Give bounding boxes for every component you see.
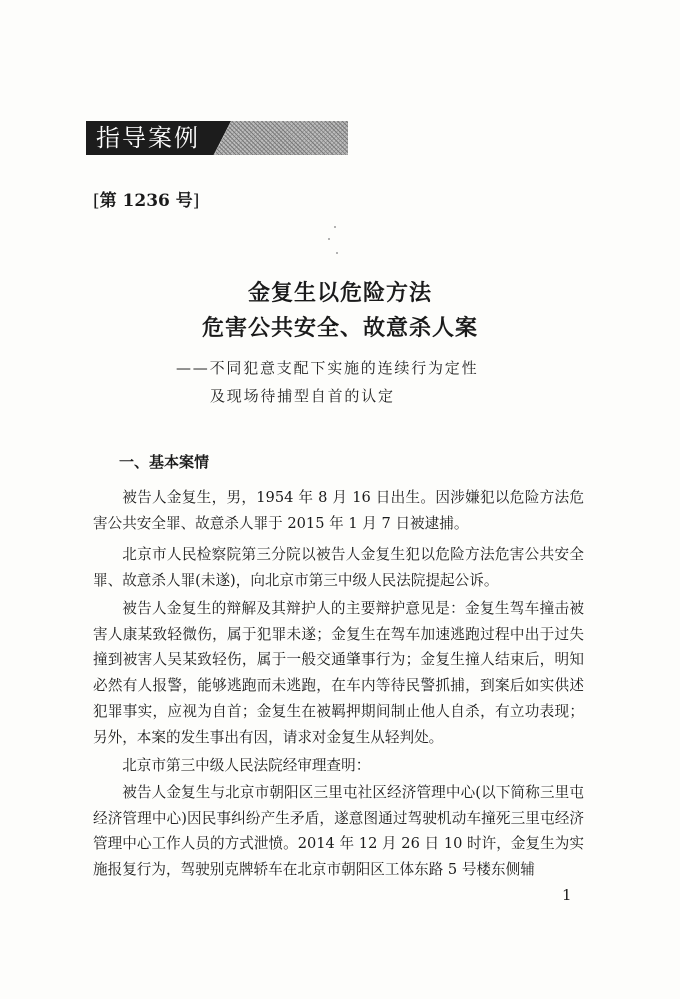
- case-number-label: 第 1236 号: [99, 191, 193, 211]
- page-title-line-1: 金复生以危险方法: [247, 280, 432, 306]
- body-paragraph-2: 北京市人民检察院第三分院以被告人金复生犯以危险方法危害公共安全罪、故意杀人罪(未遂)，向北京市第三中级人民法院提起公诉。: [93, 546, 584, 589]
- scan-speck: [334, 226, 336, 228]
- section-banner: [86, 121, 348, 155]
- banner-label: 指导案例: [96, 124, 200, 152]
- body-paragraph-5: 被告人金复生与北京市朝阳区三里屯社区经济管理中心(以下简称三里屯经济管理中心)因民事纠纷产生矛盾，遂意图通过驾驶机动车撞死三里屯经济管理中心工作人员的方式泄愤。2014 年 12 月 26 日 10 时许，金复生为实施报复行为，驾驶别克牌轿车在北京市朝阳区工体东路 5 号楼东侧辅: [93, 784, 584, 879]
- page-title-line-2: 危害公共安全、故意杀人案: [201, 315, 478, 341]
- scan-speck: [328, 238, 330, 240]
- section-heading: 一、基本案情: [119, 453, 210, 471]
- subtitle-line-2: 及现场待捕型自首的认定: [210, 387, 395, 405]
- body-paragraph-1: 被告人金复生，男，1954 年 8 月 16 日出生。因涉嫌犯以危险方法危害公共安全罪、故意杀人罪于 2015 年 1 月 7 日被逮捕。: [93, 489, 584, 532]
- case-number-close-bracket: ]: [192, 191, 200, 211]
- body-paragraph-3: 被告人金复生的辩解及其辩护人的主要辩护意见是：金复生驾车撞击被害人康某致轻微伤，属于犯罪未遂；金复生在驾车加速逃跑过程中出于过失撞到被害人吴某致轻伤，属于一般交通肇事行为；金复生撞人结束后，明知必然有人报警，能够逃跑而未逃跑，在车内等待民警抓捕，到案后如实供述犯罪事实，应视为自首；金复生在被羁押期间制止他人自杀，有立功表现；另外，本案的发生事出有因，请求对金复生从轻判处。: [93, 600, 584, 746]
- scan-speck: [336, 252, 338, 254]
- case-number-open-bracket: [: [93, 191, 100, 211]
- banner-pattern: [214, 121, 348, 155]
- subtitle-line-1: ——不同犯意支配下实施的连续行为定性: [176, 359, 479, 377]
- case-number: [93, 190, 199, 212]
- body-paragraph-4: 北京市第三中级人民法院经审理查明：: [122, 757, 371, 774]
- page-number: 1: [562, 886, 572, 904]
